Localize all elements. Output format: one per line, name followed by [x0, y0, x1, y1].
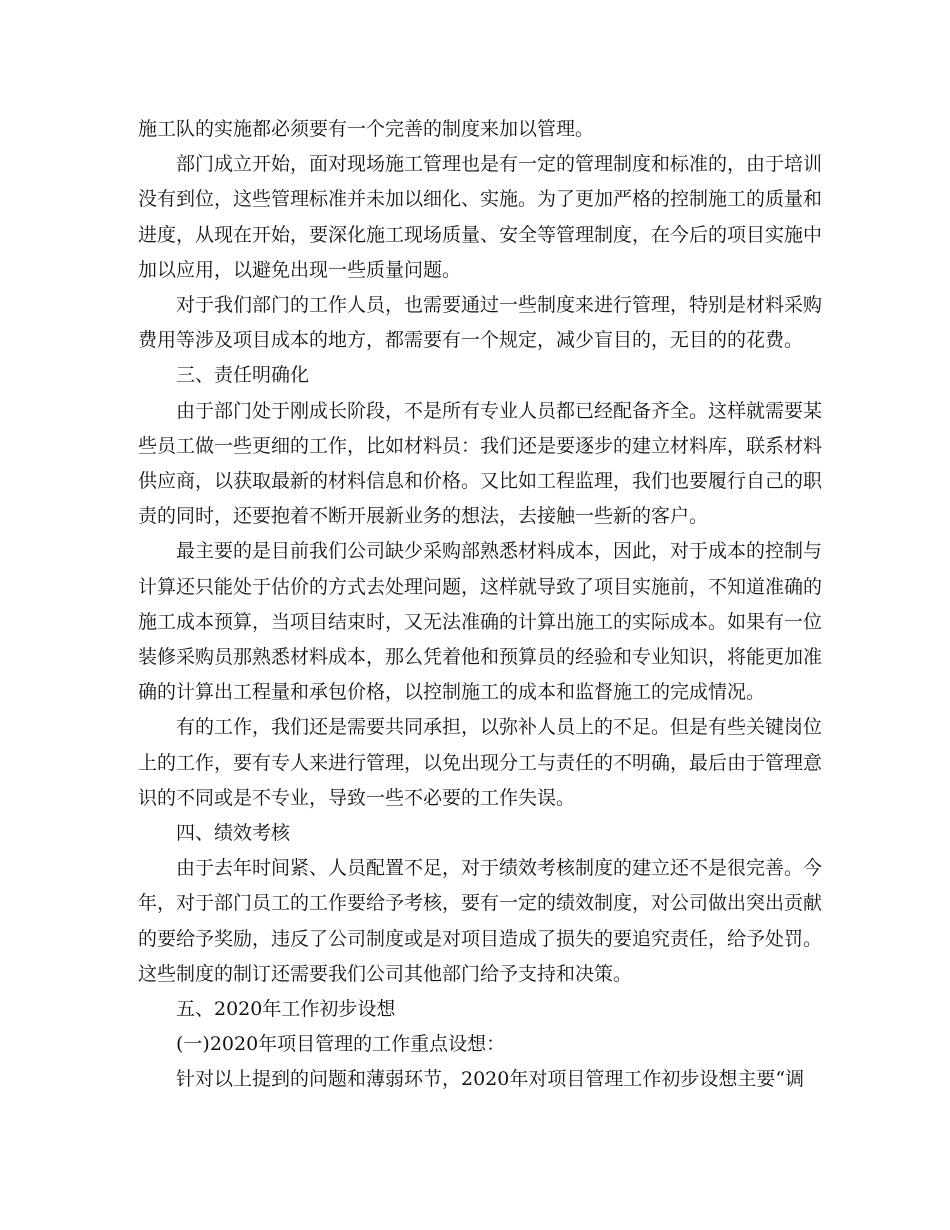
section-heading: 三、责任明确化 [176, 364, 310, 387]
paragraph-continued: 施工队的实施都必须要有一个完善的制度来加以管理。 [138, 118, 595, 140]
paragraph: 由于去年时间紧、人员配置不足，对于绩效考核制度的建立还不是很完善。今年，对于部门员工的工作要给予考核，要有一定的绩效制度，对公司做出突出贡献的要给予奖励，违反了公司制度或是对项目造成了损失的要追究责任，给予处罚。这些制度的制订还需要我们公司其他部门给予支持和决策。 [138, 857, 823, 985]
paragraph: 针对以上提到的问题和薄弱环节，2020年对项目管理工作初步设想主要“调 [176, 1068, 805, 1091]
subsection-heading: (一)2020年项目管理的工作重点设想： [176, 1033, 506, 1056]
document-body [138, 112, 822, 1098]
paragraph: 对于我们部门的工作人员，也需要通过一些制度来进行管理，特别是材料采购费用等涉及项目成本的地方，都需要有一个规定，减少盲目的，无目的的花费。 [138, 294, 823, 352]
paragraph: 最主要的是目前我们公司缺少采购部熟悉材料成本，因此，对于成本的控制与计算还只能处于估价的方式去处理问题，这样就导致了项目实施前，不知道准确的施工成本预算，当项目结束时，又无法准确的计算出施工的实际成本。如果有一位装修采购员那熟悉材料成本，那么凭着他和预算员的经验和专业知识，将能更加准确的计算出工程量和承包价格，以控制施工的成本和监督施工的完成情况。 [138, 540, 823, 704]
paragraph: 部门成立开始，面对现场施工管理也是有一定的管理制度和标准的，由于培训没有到位，这些管理标准并未加以细化、实施。为了更加严格的控制施工的质量和进度，从现在开始，要深化施工现场质量、安全等管理制度，在今后的项目实施中加以应用，以避免出现一些质量问题。 [138, 153, 823, 281]
section-heading: 四、绩效考核 [176, 822, 291, 845]
paragraph: 由于部门处于刚成长阶段，不是所有专业人员都已经配备齐全。这样就需要某些员工做一些更细的工作，比如材料员：我们还是要逐步的建立材料库，联系材料供应商，以获取最新的材料信息和价格。又比如工程监理，我们也要履行自己的职责的同时，还要抱着不断开展新业务的想法，去接触一些新的客户。 [138, 399, 823, 528]
paragraph: 有的工作，我们还是需要共同承担，以弥补人员上的不足。但是有些关键岗位上的工作，要有专人来进行管理，以免出现分工与责任的不明确，最后由于管理意识的不同或是不专业，导致一些不必要的工作失误。 [138, 716, 823, 809]
section-heading: 五、2020年工作初步设想 [176, 998, 396, 1021]
